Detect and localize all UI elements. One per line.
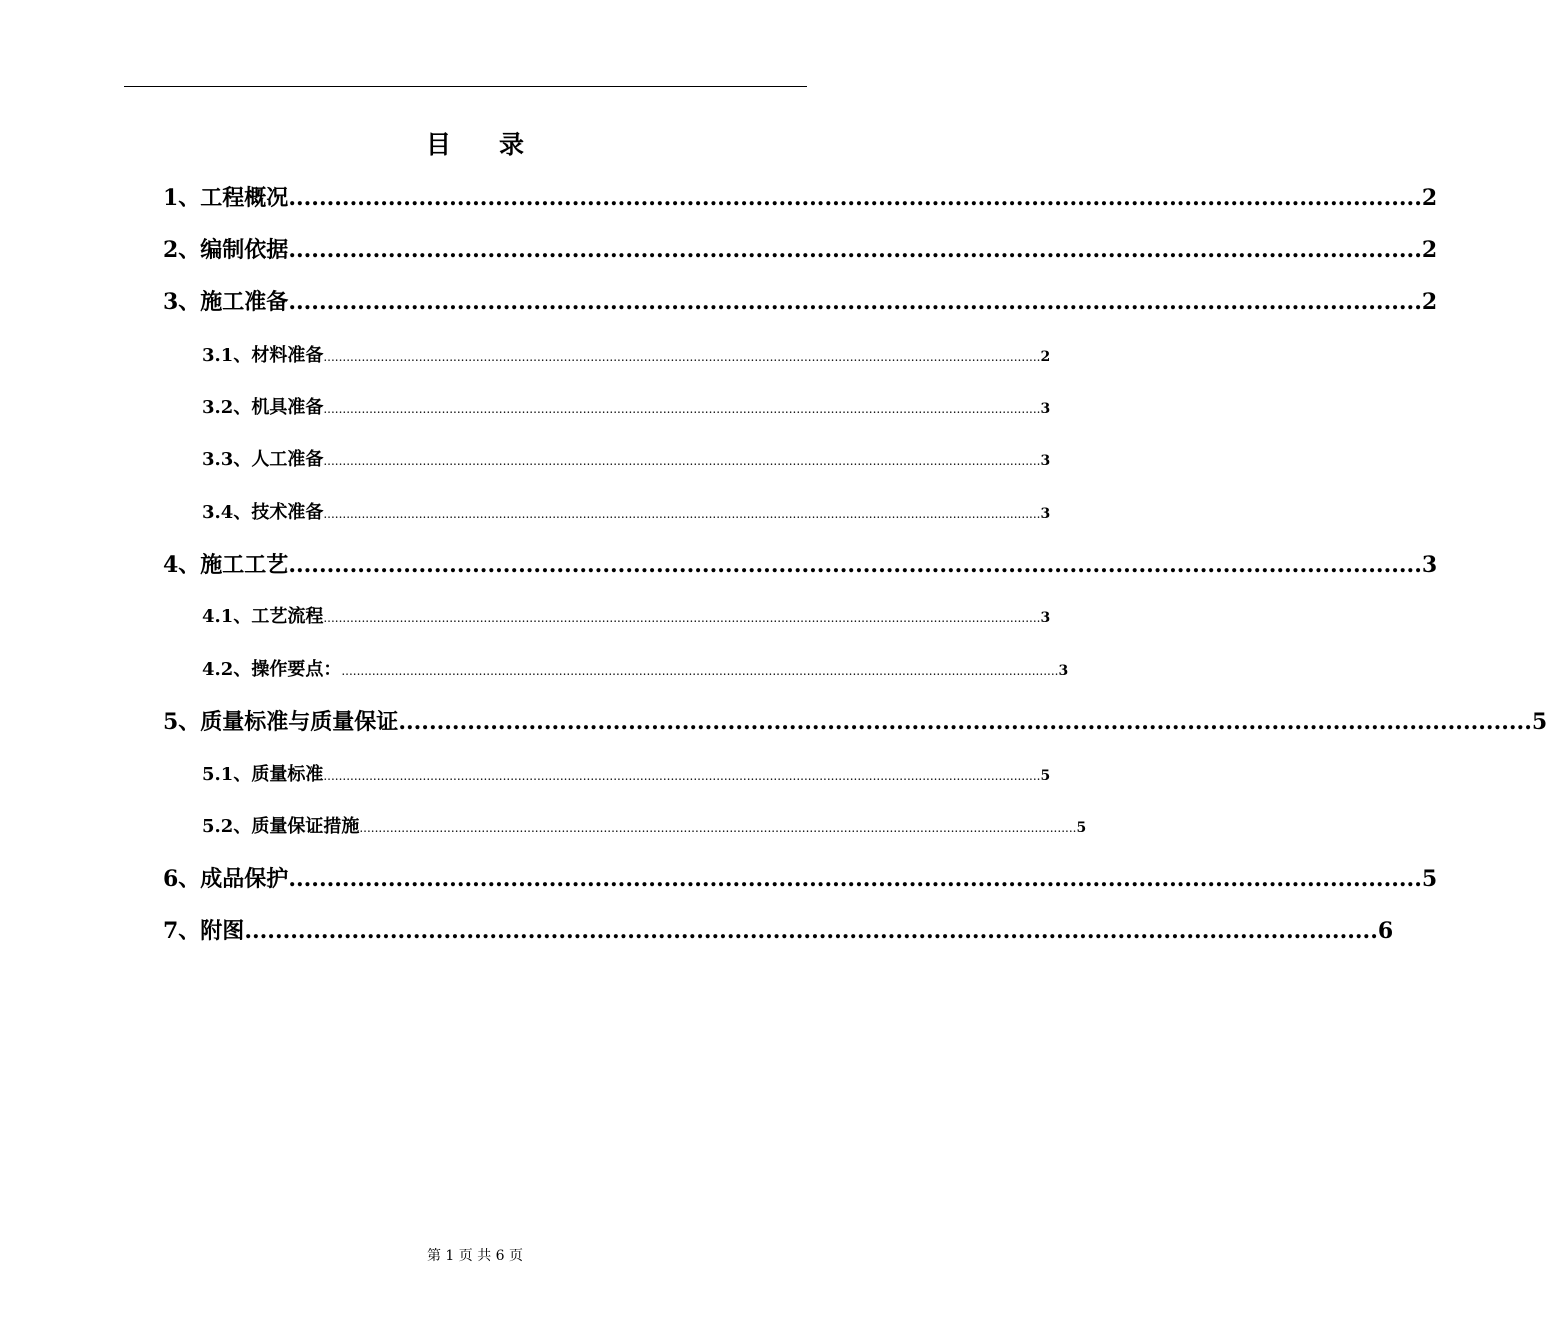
toc-dot-leader: .................................................................................................................................................... (288, 866, 1422, 892)
toc-entry-label: 2、编制依据 (163, 237, 289, 263)
toc-entry-page: 2 (1421, 237, 1438, 263)
toc-dot-leader: ............................................................................................................................................................................................ (323, 611, 1041, 625)
toc-dot-leader: .................................................................................................................................................... (288, 237, 1422, 263)
toc-entry[interactable] (163, 914, 1394, 945)
toc-entry[interactable] (202, 655, 1069, 681)
toc-entry-page: 5 (1421, 866, 1438, 892)
toc-entry-label: 3.4、技术准备 (202, 502, 324, 523)
toc-entry-label: 4.1、工艺流程 (202, 606, 324, 627)
toc-dot-leader: ............................................................................................................................................................................................ (323, 402, 1041, 416)
toc-entry[interactable] (202, 602, 1051, 628)
toc-dot-leader: .................................................................................................................................................... (288, 289, 1422, 315)
toc-entry-page: 3 (1421, 552, 1438, 578)
toc-entry-page: 3 (1040, 506, 1051, 522)
toc-entry-label: 1、工程概况 (163, 185, 289, 211)
header-rule (124, 86, 807, 87)
toc-entry-page: 5 (1040, 768, 1051, 784)
toc-entry-page: 2 (1421, 289, 1438, 315)
toc-entry[interactable] (163, 285, 1438, 316)
toc-dot-leader: ............................................................................................................................................................................................ (323, 769, 1041, 783)
toc-entry-page: 5 (1076, 820, 1087, 836)
toc-entry-page: 3 (1058, 663, 1069, 679)
toc-entry[interactable] (202, 393, 1051, 419)
toc-entry-label: 7、附图 (163, 918, 245, 944)
toc-dot-leader: ............................................................................................................................................................................................ (323, 507, 1041, 521)
toc-entry[interactable] (202, 445, 1051, 471)
toc-entry-page: 3 (1040, 453, 1051, 469)
toc-entry[interactable] (163, 233, 1438, 264)
toc-entry-page: 3 (1040, 610, 1051, 626)
toc-dot-leader: .................................................................................................................................................... (244, 918, 1378, 944)
toc-entry-page: 2 (1421, 185, 1438, 211)
toc-entry[interactable] (202, 341, 1051, 367)
toc-dot-leader: .................................................................................................................................................... (288, 552, 1422, 578)
toc-dot-leader: ............................................................................................................................................................................................ (323, 350, 1041, 364)
toc-dot-leader: .................................................................................................................................................... (398, 709, 1532, 735)
toc-entry[interactable] (163, 705, 1547, 736)
toc-entry-label: 3.2、机具准备 (202, 397, 324, 418)
toc-entry-page: 3 (1040, 401, 1051, 417)
toc-entry[interactable] (202, 812, 1087, 838)
page-footer: 第 1 页 共 6 页 (426, 1248, 524, 1264)
toc-entry-label: 5.2、质量保证措施 (202, 816, 360, 837)
toc-dot-leader: ............................................................................................................................................................................................ (359, 821, 1077, 835)
toc-entry-page: 6 (1377, 918, 1394, 944)
toc-dot-leader: ............................................................................................................................................................................................ (341, 664, 1059, 678)
toc-entry[interactable] (163, 862, 1438, 893)
toc-entry[interactable] (202, 498, 1051, 524)
toc-entry[interactable] (163, 181, 1438, 212)
toc-entry[interactable] (202, 760, 1051, 786)
toc-dot-leader: ............................................................................................................................................................................................ (323, 454, 1041, 468)
toc-entry-page: 5 (1531, 709, 1547, 735)
toc-title-char-2: 录 (499, 130, 525, 159)
toc-entry-label: 3.3、人工准备 (202, 449, 324, 470)
toc-entry-label: 3.1、材料准备 (202, 345, 324, 366)
toc-entry[interactable] (163, 548, 1438, 579)
toc-entry-label: 4、施工工艺 (163, 552, 289, 578)
toc-entry-label: 5.1、质量标准 (202, 764, 324, 785)
toc-entry-label: 3、施工准备 (163, 289, 289, 315)
toc-title (0, 125, 950, 161)
toc-title-char-1: 目 (425, 130, 451, 159)
toc-entry-page: 2 (1040, 349, 1051, 365)
toc-entry-label: 6、成品保护 (163, 866, 289, 892)
toc-entry-label: 5、质量标准与质量保证 (163, 709, 399, 735)
toc-dot-leader: .................................................................................................................................................... (288, 185, 1422, 211)
toc-entry-label: 4.2、操作要点： (202, 659, 342, 680)
